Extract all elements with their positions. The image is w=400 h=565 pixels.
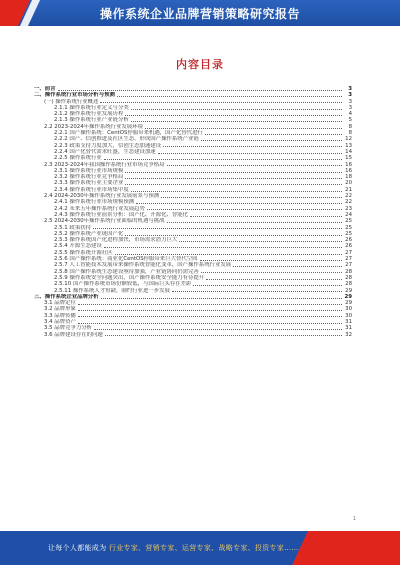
toc-entry-label: 3.5 品牌竞争力分析 [44, 325, 93, 332]
toc-entry-page: 5 [348, 117, 352, 124]
toc-entry-page: 3 [348, 98, 352, 105]
toc-leader-dots [131, 121, 342, 122]
toc-leader-dots [193, 285, 342, 286]
toc-entry-page: 28 [345, 281, 352, 288]
page-number: 1 [352, 516, 356, 522]
toc-leader-dots [200, 260, 342, 261]
toc-leader-dots [100, 102, 342, 103]
toc-leader-dots [205, 134, 342, 135]
footer-slogan [48, 543, 299, 553]
toc-entry-label: 二、操作系统行业市场分析与预测 [34, 92, 115, 99]
toc-entry-page: 27 [345, 249, 352, 256]
toc-entry-page: 26 [345, 237, 352, 244]
toc-leader-dots [125, 235, 342, 236]
toc-entry-label: 2.2.5 操作系统行业 [54, 155, 102, 162]
toc-entry-page: 27 [345, 262, 352, 269]
toc-entry-page: 13 [345, 142, 352, 149]
toc-leader-dots [145, 128, 342, 129]
toc-entry-label: 2.5.2 操作系统产业链国产化 [54, 230, 124, 237]
toc-entry-label: 2.2.4 国产化替代需求旺盛，生态建设加速 [54, 148, 156, 155]
toc-leader-dots [201, 272, 342, 273]
footer-slogan-highlight: 行业专家、营销专家、运营专家、战略专家、投资专家…… [108, 544, 299, 552]
toc-leader-dots [78, 316, 342, 317]
toc-leader-dots [161, 197, 342, 198]
toc-entry-page: 29 [345, 300, 352, 307]
toc-leader-dots [136, 203, 342, 204]
toc-entry-label: (一) 操作系统行业概述 [44, 98, 99, 105]
toc-entry-label: 2.5.1 政策扶持 [54, 224, 91, 231]
toc-entry-label: 2.5.10 国产操作系统市场份额较低，与国际巨头存在差距 [54, 281, 192, 288]
toc-entry-page: 31 [345, 325, 352, 332]
footer-bar [0, 531, 400, 565]
toc-leader-dots [147, 209, 342, 210]
toc-leader-dots [78, 310, 342, 311]
toc-entry-page: 22 [345, 199, 352, 206]
toc-leader-dots [167, 165, 342, 166]
toc-leader-dots [233, 266, 342, 267]
toc-entry-label: 三、操作系统企业品牌分析 [34, 293, 99, 300]
toc-entry-page: 28 [345, 268, 352, 275]
toc-leader-dots [190, 216, 342, 217]
toc-entry-page: 24 [345, 211, 352, 218]
toc-leader-dots [94, 329, 342, 330]
toc-entry-page: 29 [344, 293, 352, 300]
footer-slogan-lead: 让每个人都能成为 [48, 544, 107, 552]
toc-entry-label: 2.1.1 操作系统行业定义与分类 [54, 104, 129, 111]
toc-entry-label: 2.5.7 人工智能技术发展带来操作系统智能化变革，国产操作系统行业发展 [54, 262, 232, 269]
toc-entry-page: 28 [345, 274, 352, 281]
toc-entry-page: 3 [348, 104, 352, 111]
toc-entry[interactable] [34, 332, 352, 338]
toc-entry-page: 23 [345, 205, 352, 212]
toc-entry-page: 20 [345, 180, 352, 187]
toc-entry-label: 2.5.11 操作系统人才短缺，制约行业进一步发展 [54, 287, 170, 294]
toc-entry-label: 3.2 品牌形象 [44, 306, 76, 313]
toc-entry-label: 2.5.5 操作系统开源社区 [54, 249, 113, 256]
toc-entry-page: 30 [345, 306, 352, 313]
toc-entry-page: 30 [345, 312, 352, 319]
toc-entry-page: 21 [345, 186, 352, 193]
toc-leader-dots [131, 191, 342, 192]
toc-entry-label: 3.4 品牌资产 [44, 318, 76, 325]
toc-entry-label: 2.5.9 操作系统安全问题突出，国产操作系统安全能力有待提升 [54, 274, 205, 281]
report-title: 操作系统企业品牌营销策略研究报告 [99, 7, 300, 21]
toc-list [34, 86, 352, 338]
toc-leader-dots [125, 172, 342, 173]
toc-leader-dots [104, 247, 342, 248]
toc-entry-label: 一、前言 [34, 86, 56, 92]
toc-leader-dots [115, 254, 342, 255]
toc-leader-dots [167, 222, 342, 223]
toc-entry-label: 2.4.1 操作系统行业市场规模预测 [54, 199, 135, 206]
toc-entry-label: 2.3.2 操作系统行业竞争格局 [54, 174, 124, 181]
toc-entry-page: 4 [348, 111, 352, 118]
toc-title: 内容目录 [176, 58, 224, 71]
toc-entry-label: 2.1.3 操作系统行业产业链分析 [54, 117, 129, 124]
toc-leader-dots [78, 323, 342, 324]
toc-leader-dots [158, 153, 342, 154]
toc-entry-page: 3 [348, 86, 352, 92]
toc-entry-page: 27 [345, 256, 352, 263]
toc-entry-page: 16 [345, 161, 352, 168]
toc-entry-page: 22 [345, 193, 352, 200]
toc-leader-dots [117, 96, 342, 97]
toc-leader-dots [125, 184, 342, 185]
header-bar [0, 0, 400, 26]
toc-entry-page: 26 [345, 243, 352, 250]
toc-entry-label: 2.5.3 操作系统国产化进程加快，市场需求潜力巨大 [54, 237, 178, 244]
toc-entry-page: 8 [348, 130, 352, 137]
toc-entry-label: 2.2 2023-2024年操作系统行业发展环境 [44, 123, 143, 130]
toc-leader-dots [131, 109, 342, 110]
toc-entry-page: 18 [345, 174, 352, 181]
toc-entry-label: 2.1.2 操作系统行业发展历程 [54, 111, 124, 118]
toc-leader-dots [125, 115, 342, 116]
toc-entry-label: 2.4.2 未来五年操作系统行业发展趋势 [54, 205, 145, 212]
toc-entry-label: 2.2.2 国产、信创推进及社区生态，形成国产操作系统产业链 [54, 136, 199, 143]
toc-entry-label: 3.1 品牌定位 [44, 300, 76, 307]
toc-leader-dots [104, 159, 342, 160]
toc-entry-page: 25 [345, 218, 352, 225]
toc-entry-page: 25 [345, 230, 352, 237]
toc-entry-label: 3.6 品牌建设存在的问题 [44, 331, 103, 338]
toc-entry-label: 2.4 2024-2030年操作系统行业发展前景与预测 [44, 193, 160, 200]
toc-entry-page: 16 [345, 167, 352, 174]
toc-leader-dots [105, 335, 342, 336]
toc-entry-label: 2.3.4 操作系统行业市场集中度 [54, 186, 129, 193]
toc-leader-dots [58, 90, 342, 91]
toc-leader-dots [206, 279, 342, 280]
toc-entry-page: 14 [345, 148, 352, 155]
toc-entry-label: 2.3.3 操作系统行业主要企业 [54, 180, 124, 187]
toc-entry-label: 2.2.3 政策支持力度加大，信创生态加速建设 [54, 142, 162, 149]
toc-entry-page: 8 [348, 123, 352, 130]
toc-entry-label: 3.3 品牌传播 [44, 312, 76, 319]
toc-entry-page: 15 [345, 155, 352, 162]
toc-entry-label: 2.4.3 操作系统行业前景分析：国产化、开源化、智能化 [54, 211, 189, 218]
toc-entry-page: 25 [345, 224, 352, 231]
footer-red-block [292, 531, 400, 565]
toc-leader-dots [93, 228, 342, 229]
toc-entry-page: 3 [348, 92, 352, 99]
toc-entry-label: 2.5.4 开源生态建设 [54, 243, 102, 250]
toc-entry-label: 2.5.8 国产操作系统生态建设亟待加强，产业链协同仍需完善 [54, 268, 199, 275]
toc-entry-page: 31 [345, 318, 352, 325]
toc-entry-label: 2.5 2024-2030年操作系统行业面临的机遇与挑战 [44, 218, 165, 225]
toc-leader-dots [78, 304, 342, 305]
toc-entry-label: 2.5.6 国产操作系统：商业化CentOS停服带来巨大替代空间 [54, 256, 198, 263]
toc-entry-label: 2.3.1 操作系统行业市场规模 [54, 167, 124, 174]
toc-entry-label: 2.2.1 国产操作系统：CentOS停服带来机遇，国产化替代进行 [54, 130, 203, 137]
toc-leader-dots [163, 146, 342, 147]
toc-leader-dots [101, 298, 342, 299]
toc-entry-label: 2.3 2023-2024年我国操作系统行业市场竞争格局 [44, 161, 165, 168]
toc-leader-dots [172, 291, 342, 292]
toc-entry-page: 32 [345, 331, 352, 338]
toc-leader-dots [125, 178, 342, 179]
toc-entry-page: 12 [345, 136, 352, 143]
toc-leader-dots [179, 241, 342, 242]
toc-leader-dots [201, 140, 342, 141]
toc-entry-page: 29 [345, 287, 352, 294]
